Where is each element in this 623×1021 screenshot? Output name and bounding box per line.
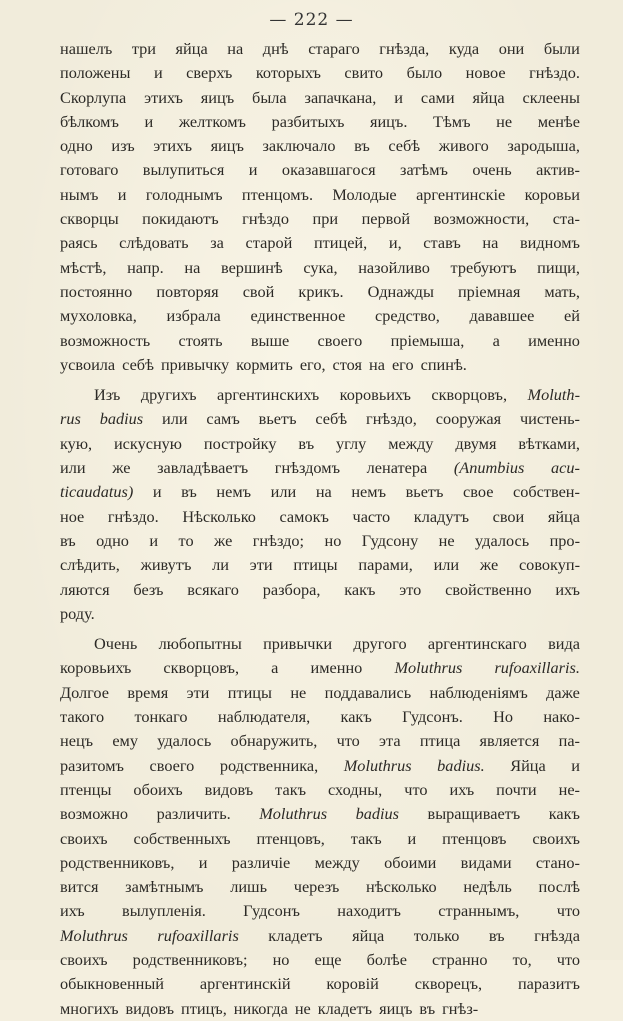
text-line: своихъ родственниковъ; но еще болѣе странно то, что [60,949,580,969]
text-line: возможность стоять выше своего пріемыша, а именно [60,330,580,350]
text-line: постоянно повторяя свой крикъ. Однажды пріемная мать, [60,281,580,301]
text-line: бѣлкомъ и желткомъ разбитыхъ яицъ. Тѣмъ не менѣе [60,111,580,131]
text-line: Очень любопытны привычки другого аргентинскаго вида [94,634,580,654]
text-line: родственниковъ, и различіе между обоими видами стано- [60,852,580,872]
text-line: обыкновенный аргентинскій коровій скворецъ, паразитъ [60,974,580,994]
text-line: одно изъ этихъ яицъ заключало въ себѣ живого зародыша, [60,136,580,156]
text-line: rus badius или самъ вьетъ себѣ гнѣздо, сооружая чистень- [60,409,580,429]
text-line: ное гнѣздо. Нѣсколько самокъ часто кладутъ свои яйца [60,506,580,526]
text-line: въ одно и то же гнѣздо; но Гудсону не удалось про- [60,530,580,550]
text-line: мѣстѣ, напр. на вершинѣ сука, назойливо требуютъ пищи, [60,257,580,277]
text-line: положены и сверхъ которыхъ свито было новое гнѣздо. [60,63,580,83]
text-line: такого тонкаго наблюдателя, какъ Гудсонъ. Но нако- [60,707,580,727]
text-line: скворцы покидаютъ гнѣздо при первой возможности, ста- [60,209,580,229]
text-line: кую, искусную постройку въ углу между двумя вѣтками, [60,433,580,453]
text-line: ляются безъ всякаго разбора, какъ это свойственно ихъ [60,579,580,599]
text-line: птенцы обоихъ видовъ такъ сходны, что ихъ почти не- [60,779,580,799]
text-line: вится замѣтнымъ лишь черезъ нѣсколько недѣль послѣ [60,877,580,897]
paragraph [60,632,580,1021]
text-line: ticaudatus) и въ немъ или на немъ вьетъ свое собствен- [60,482,580,502]
text-line: нашелъ три яйца на днѣ стараго гнѣзда, куда они были [60,39,580,58]
paragraph [60,383,580,626]
text-line: своихъ собственныхъ птенцовъ, такъ и птенцовъ своихъ [60,828,580,848]
text-line: Moluthrus rufoaxillaris кладетъ яйца только въ гнѣзда [60,925,580,945]
text-line: Долгое время эти птицы не поддавались наблюденіямъ даже [60,682,580,702]
body-text [60,37,580,1021]
text-line: мухоловка, избрала единственное средство, дававшее ей [60,306,580,326]
text-line: нецъ ему удалось обнаружить, что эта птица является па- [60,731,580,751]
text-line: готоваго вылупиться и оказавшагося затѣмъ очень актив- [60,160,580,180]
text-line: коровьихъ скворцовъ, а именно Moluthrus rufoaxillaris. [60,658,580,678]
paragraph [60,37,580,377]
text-line: или же завладѣваетъ гнѣздомъ ленатера (Anumbius acu- [60,458,580,478]
text-line: разитомъ своего родственника, Moluthrus badius. Яйца и [60,755,580,775]
text-line: раясь слѣдовать за старой птицей, и, ставъ на видномъ [60,233,580,253]
text-line: нымъ и голоднымъ птенцомъ. Молодые аргентинскіе коровьи [60,184,580,204]
text-line: ихъ вылупленія. Гудсонъ находитъ страннымъ, что [60,901,580,921]
page-number: — 222 — [269,10,354,30]
text-line: Изъ другихъ аргентинскихъ коровьихъ скворцовъ, Moluth- [94,385,580,405]
text-line: возможно различить. Moluthrus badius выращиваетъ какъ [60,804,580,824]
text-line: усвоила себѣ привычку кормить его, стоя на его спинѣ. [60,354,467,374]
text-line: роду. [60,603,95,623]
text-line: слѣдить, живутъ ли эти птицы парами, или же совокуп- [60,555,580,575]
text-line: Скорлупа этихъ яицъ была запачкана, и сами яйца склеены [60,87,580,107]
text-line: многихъ видовъ птицъ, никогда не кладетъ яицъ въ гнѣз- [60,998,479,1018]
